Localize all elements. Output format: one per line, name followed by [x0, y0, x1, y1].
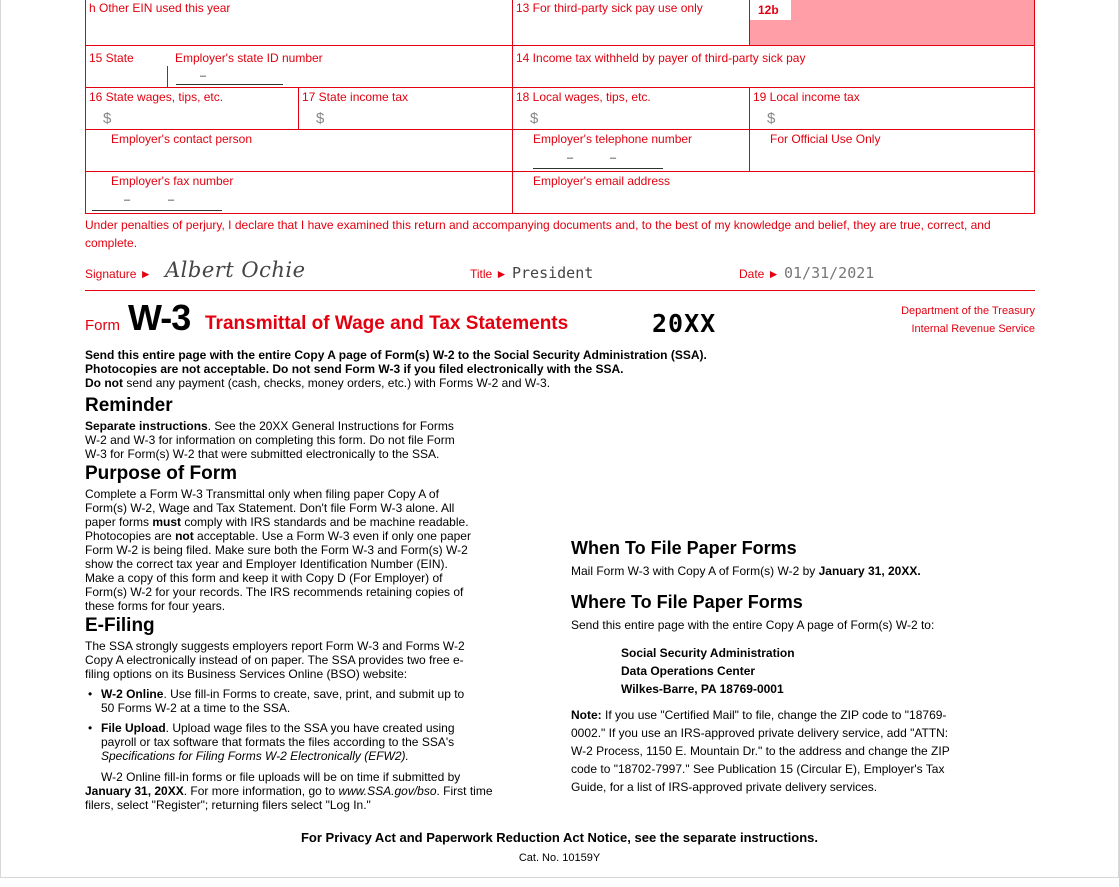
fax-dash-1: – — [124, 194, 131, 206]
intro-line-2: Photocopies are not acceptable. Do not send Form W-3 if you filed electronically with the SSA. — [85, 362, 624, 376]
official-use-box — [750, 130, 1035, 172]
official-use-label: For Official Use Only — [770, 132, 881, 146]
when-date: January 31, 20XX. — [818, 564, 921, 578]
title-label: Title ► — [470, 267, 508, 281]
date-value[interactable]: 01/31/2021 — [784, 264, 875, 282]
address-line-3: Wilkes-Barre, PA 18769-0001 — [621, 682, 784, 696]
purpose-not: not — [175, 529, 194, 543]
address-line-1: Social Security Administration — [621, 646, 795, 660]
dept-treasury: Department of the Treasury — [901, 305, 1035, 317]
intro-line-3 — [85, 376, 785, 390]
box-17-state-income-tax[interactable] — [299, 88, 513, 130]
efiling-text — [85, 639, 493, 812]
box-16-label: 16 State wages, tips, etc. — [89, 90, 224, 104]
intro-line-1: Send this entire page with the entire Copy A page of Form(s) W-2 to the Social Security Administration (SSA). — [85, 348, 707, 362]
state-id-dash: – — [200, 70, 207, 82]
box-15-label: 15 State — [89, 51, 134, 65]
signature-label: Signature ► — [85, 267, 152, 281]
telephone-label: Employer's telephone number — [533, 132, 693, 146]
efiling-tail-1: W-2 Online fill-in forms or file uploads will be on time if submitted by — [101, 770, 461, 784]
where-text: Send this entire page with the entire Copy A page of Form(s) W-2 to: — [571, 618, 935, 632]
signature-value[interactable]: Albert Ochie — [165, 258, 306, 282]
purpose-p3: acceptable. Use a Form W-3 even if only one paper Form W-2 is being filed. Make sure both the Form W-3 and Form(s) W-2 show the correct tax year and Employer Identification Number (EIN). Make a copy of this form and keep it with Copy D (For Employer) of Form(s) W-2 for your records. The IRS recommends retaining copies of these forms for four years. — [85, 529, 471, 613]
box-12b[interactable] — [750, 0, 1035, 46]
title-value[interactable]: President — [512, 264, 594, 282]
efiling-paragraph: The SSA strongly suggests employers report Form W-3 and Forms W-2 Copy A electronically instead of on paper. The SSA provides two free e-filing options on its Business Services Online (BSO) website: — [85, 639, 465, 681]
fax-dash-2: – — [168, 194, 175, 206]
efiling-option-w2-online-title: W-2 Online — [101, 687, 164, 701]
efiling-specifications: Specifications for Filing Forms W-2 Electronically (EFW2). — [101, 749, 409, 763]
fax-box — [85, 172, 513, 214]
efiling-tail — [85, 770, 495, 812]
box-19-local-income-tax[interactable] — [750, 88, 1035, 130]
fax-label: Employer's fax number — [111, 174, 234, 188]
box-14-label: 14 Income tax withheld by payer of third-party sick pay — [516, 51, 806, 65]
box-h-other-ein[interactable] — [85, 0, 513, 46]
box-12b-label: 12b — [750, 0, 792, 21]
box-18-local-wages[interactable] — [513, 88, 750, 130]
date-label: Date ► — [739, 267, 780, 281]
form-number: W-3 — [128, 297, 191, 338]
bso-link[interactable]: www.SSA.gov/bso — [338, 784, 437, 798]
box-h-label: h Other EIN used this year — [89, 1, 231, 15]
when-text-body: Mail Form W-3 with Copy A of Form(s) W-2 by — [571, 564, 819, 578]
where-heading: Where To File Paper Forms — [571, 592, 803, 612]
efiling-option-w2-online — [87, 687, 467, 715]
privacy-notice: For Privacy Act and Paperwork Reduction Act Notice, see the separate instructions. — [300, 830, 819, 845]
perjury-statement: Under penalties of perjury, I declare that I have examined this return and accompanying documents and, to the best of my knowledge and belief, they are true, correct, and complete. — [85, 218, 991, 250]
contact-person-label: Employer's contact person — [111, 132, 253, 146]
intro-do-not: Do not — [85, 376, 123, 390]
where-note — [571, 706, 956, 796]
box-13-label: 13 For third-party sick pay use only — [516, 1, 703, 15]
note-text: If you use "Certified Mail" to file, change the ZIP code to "18769-0002." If you use an IRS-approved private delivery service, add "ATTN: W-2 Process, 1150 E. Mountain Dr." to the address and change the ZIP code to "18702-7997." See Publication 15 (Circular E), Employer's Tax Guide, for a list of IRS-approved private delivery services. — [571, 708, 950, 794]
box-14-income-tax-withheld[interactable] — [513, 46, 1035, 88]
catalog-number: Cat. No. 10159Y — [518, 852, 601, 864]
when-heading: When To File Paper Forms — [571, 538, 797, 558]
when-text — [571, 564, 991, 578]
telephone-dash-2: – — [610, 152, 617, 164]
efiling-option-file-upload — [87, 721, 467, 763]
telephone-input[interactable] — [533, 168, 663, 169]
box-17-dollar: $ — [316, 110, 325, 127]
contact-person-box[interactable] — [85, 130, 513, 172]
purpose-p1: Complete a Form W-3 Transmittal only when filing paper Copy A of Form(s) W-2, Wage and Tax Statement. Don't file Form W-3 alone. All paper forms — [85, 487, 455, 529]
intro-line-3-rest: send any payment (cash, checks, money orders, etc.) with Forms W-2 and W-3. — [123, 376, 551, 390]
address-line-2: Data Operations Center — [621, 664, 756, 678]
reminder-text — [85, 419, 460, 461]
box-16-dollar: $ — [103, 110, 112, 127]
box-13-third-party[interactable] — [513, 0, 750, 46]
email-box[interactable] — [513, 172, 1035, 214]
telephone-box — [513, 130, 750, 172]
efiling-option-file-upload-text: . Upload wage files to the SSA you have created using payroll or tax software that formats the files according to the SSA's — [101, 721, 455, 749]
state-id-input[interactable] — [176, 84, 283, 85]
efiling-tail-date: January 31, 20XX — [85, 784, 184, 798]
box-15-state — [85, 46, 513, 88]
ssa-address — [621, 644, 795, 698]
purpose-text — [85, 487, 473, 613]
fax-input[interactable] — [92, 210, 222, 211]
form-year: 20XX — [652, 309, 717, 338]
form-word: Form — [85, 317, 120, 334]
box-17-label: 17 State income tax — [302, 90, 409, 104]
purpose-must: must — [152, 515, 182, 529]
efiling-option-w2-online-text: . Use fill-in Forms to create, save, print, and submit up to 50 Forms W-2 at a time to the SSA. — [101, 687, 465, 715]
box-18-label: 18 Local wages, tips, etc. — [516, 90, 651, 104]
efiling-option-file-upload-title: File Upload — [101, 721, 166, 735]
reminder-heading: Reminder — [85, 395, 173, 416]
efiling-tail-2: . For more information, go to — [183, 784, 339, 798]
efiling-heading: E-Filing — [85, 615, 155, 636]
purpose-heading: Purpose of Form — [85, 463, 238, 484]
telephone-dash-1: – — [567, 152, 574, 164]
header-rule — [85, 290, 1035, 291]
box-18-dollar: $ — [530, 110, 539, 127]
employer-state-id-label: Employer's state ID number — [175, 51, 323, 65]
efiling-options-list — [87, 687, 467, 763]
note-label: Note: — [571, 708, 602, 722]
reminder-bold: Separate instructions — [85, 419, 208, 433]
email-label: Employer's email address — [533, 174, 671, 188]
efiling-tail-3: . First time filers, select "Register"; returning filers select "Log In." — [85, 784, 493, 812]
box-19-label: 19 Local income tax — [753, 90, 860, 104]
form-title: Transmittal of Wage and Tax Statements — [205, 313, 569, 334]
intro-block — [85, 348, 785, 390]
state-divider — [167, 66, 168, 87]
irs-label: Internal Revenue Service — [911, 323, 1035, 335]
purpose-p2: comply with IRS standards and be machine readable. Photocopies are — [85, 515, 469, 543]
box-16-state-wages[interactable] — [85, 88, 299, 130]
reminder-rest: . See the 20XX General Instructions for Forms W-2 and W-3 for information on completing this form. Do not file Form W-3 for Form(s) W-2 that were submitted electronically to the SSA. — [85, 419, 455, 461]
box-19-dollar: $ — [767, 110, 776, 127]
